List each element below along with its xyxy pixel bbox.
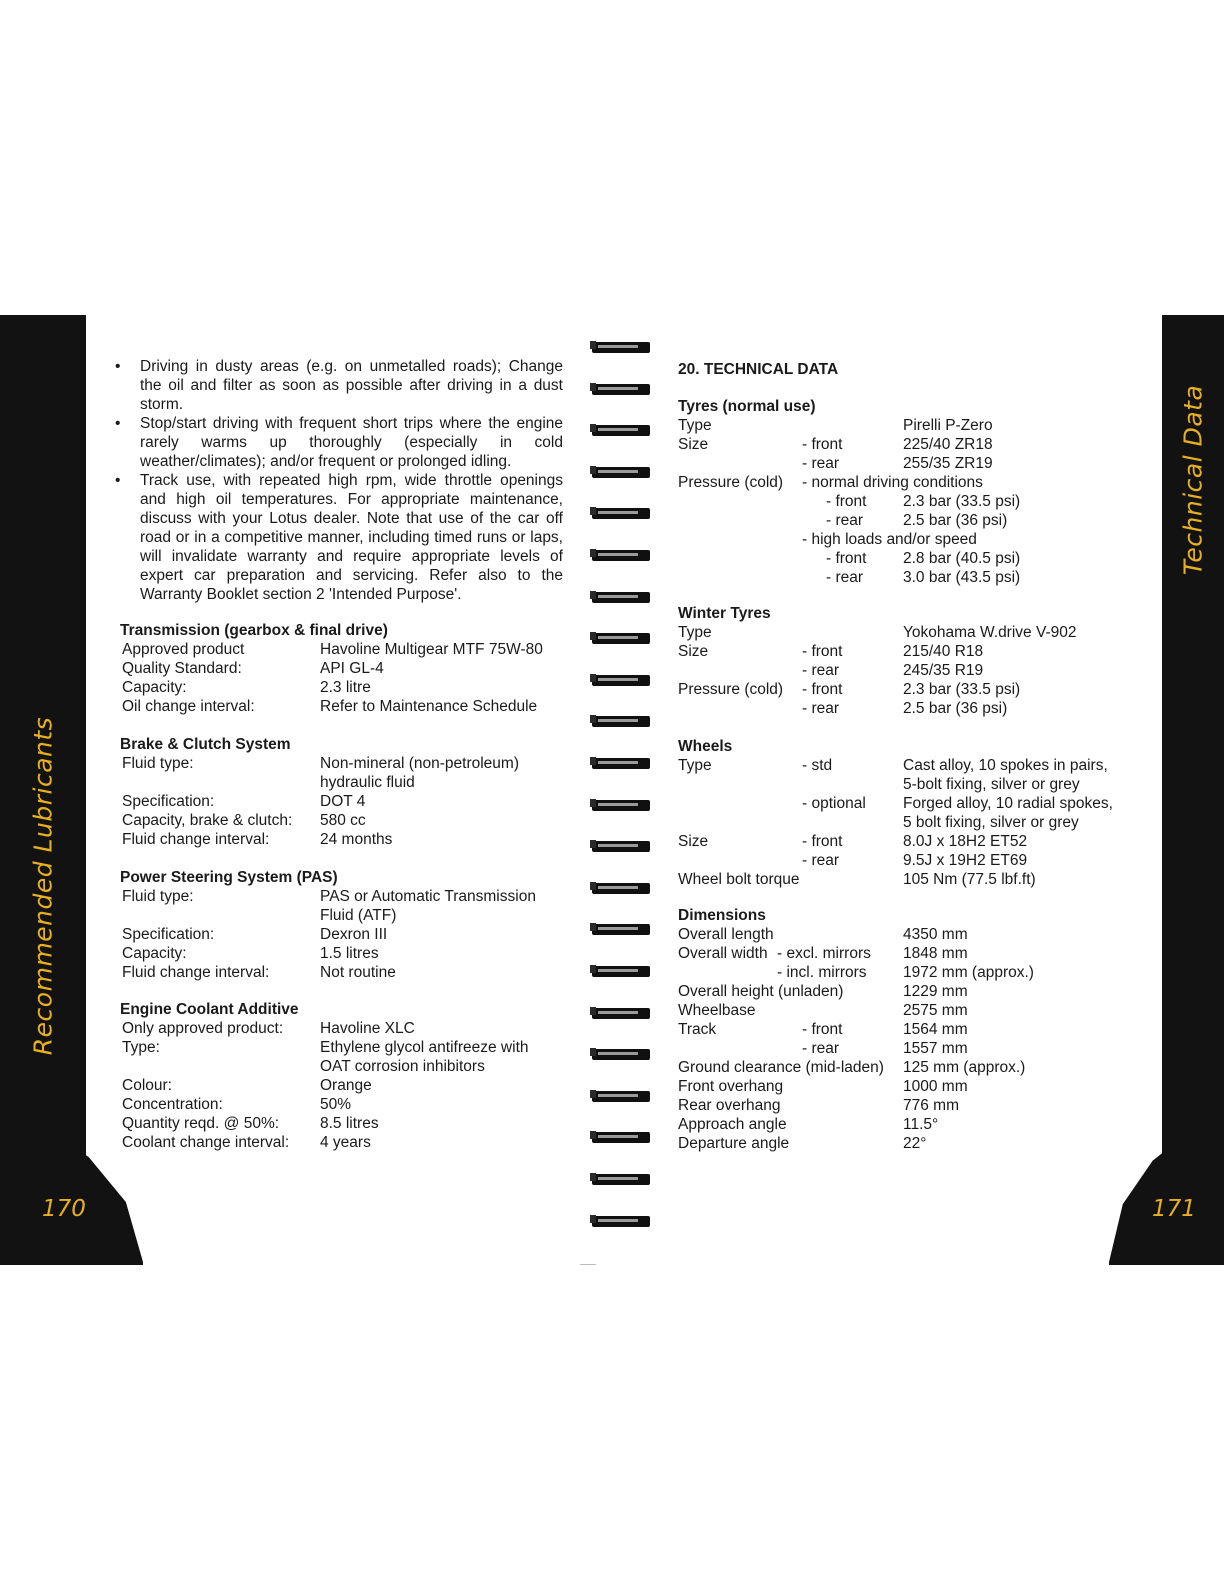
spiral-coil (590, 878, 652, 894)
spec-sublabel: - front (826, 493, 867, 510)
spiral-coil (590, 711, 652, 727)
spiral-coil (590, 795, 652, 811)
spiral-coil (590, 1044, 652, 1060)
spec-label: Type: (122, 1039, 160, 1056)
spec-value: 9.5J x 19H2 ET69 (903, 852, 1028, 869)
section-heading: Engine Coolant Additive (120, 1001, 299, 1018)
spec-value: 5 bolt fixing, silver or grey (903, 814, 1079, 831)
spec-value: Havoline Multigear MTF 75W-80 (320, 641, 543, 658)
spec-value: Orange (320, 1077, 372, 1094)
spec-value: 8.0J x 18H2 ET52 (903, 833, 1028, 850)
spiral-coil (590, 1003, 652, 1019)
spec-label: Approach angle (678, 1116, 787, 1133)
spec-value: 4 years (320, 1134, 371, 1151)
spiral-coil (590, 420, 652, 436)
spec-sublabel: - front (826, 550, 867, 567)
spec-value: 1972 mm (approx.) (903, 964, 1034, 981)
spiral-coil (590, 1127, 652, 1143)
spiral-coil (590, 1169, 652, 1185)
spec-sublabel: - front (802, 643, 843, 660)
spec-value: 5-bolt fixing, silver or grey (903, 776, 1080, 793)
spec-value: 245/35 R19 (903, 662, 984, 679)
spiral-coil (590, 379, 652, 395)
spec-label: Departure angle (678, 1135, 790, 1152)
spec-label: Overall length (678, 926, 774, 943)
spiral-binding (590, 327, 658, 1247)
spec-label: Overall height (unladen) (678, 983, 844, 1000)
spec-label: Wheelbase (678, 1002, 756, 1019)
spec-value: 50% (320, 1096, 352, 1113)
spec-value: PAS or Automatic Transmission (320, 888, 536, 905)
spec-label: Fluid type: (122, 755, 194, 772)
spec-value: 2.5 bar (36 psi) (903, 700, 1008, 717)
spiral-coil (590, 753, 652, 769)
spec-value: 105 Nm (77.5 lbf.ft) (903, 871, 1036, 888)
spec-label: Coolant change interval: (122, 1134, 290, 1151)
section-heading: Dimensions (678, 907, 766, 924)
spec-value: 1848 mm (903, 945, 968, 962)
spiral-coil (590, 961, 652, 977)
spec-value: 2575 mm (903, 1002, 968, 1019)
spiral-coil (590, 587, 652, 603)
spec-value: 11.5° (903, 1116, 939, 1133)
spec-value: 2.8 bar (40.5 psi) (903, 550, 1021, 567)
spec-value: Forged alloy, 10 radial spokes, (903, 795, 1113, 812)
spec-label: Oil change interval: (122, 698, 255, 715)
spec-value: 580 cc (320, 812, 366, 829)
spec-value: 1229 mm (903, 983, 968, 1000)
spec-label: Rear overhang (678, 1097, 781, 1114)
list-item: • Driving in dusty areas (e.g. on unmetalled roads); Change the oil and filter as soon as possible after driving in a dust storm. (115, 357, 563, 414)
spec-sublabel: - front (802, 681, 843, 698)
left-side-title: Recommended Lubricants (28, 716, 58, 1056)
spec-sublabel: - front (802, 833, 843, 850)
spec-label: Quantity reqd. @ 50%: (122, 1115, 280, 1132)
spec-label: Fluid type: (122, 888, 194, 905)
bullet-list (115, 357, 563, 604)
right-page (596, 315, 1224, 1265)
spec-sublabel: - rear (802, 662, 840, 679)
spec-value: 24 months (320, 831, 393, 848)
spec-value: 22° (903, 1135, 927, 1152)
spec-label: Size (678, 436, 709, 453)
spec-label: Fluid change interval: (122, 964, 270, 981)
spec-label: Approved product (122, 641, 245, 658)
spec-sublabel: - rear (826, 569, 864, 586)
spec-value: 1.5 litres (320, 945, 379, 962)
spec-value: 255/35 ZR19 (903, 455, 993, 472)
spec-value: DOT 4 (320, 793, 366, 810)
spec-label: Concentration: (122, 1096, 223, 1113)
spec-sublabel: - normal driving conditions (802, 474, 983, 491)
spec-label: Overall width (678, 945, 768, 962)
spec-label: Specification: (122, 926, 215, 943)
spec-value: 2.3 litre (320, 679, 371, 696)
spec-label: Capacity: (122, 945, 187, 962)
section-heading: Brake & Clutch System (120, 736, 291, 753)
spec-sublabel: - std (802, 757, 833, 774)
spec-value: Cast alloy, 10 spokes in pairs, (903, 757, 1108, 774)
spec-sublabel: - rear (802, 700, 840, 717)
spec-value: 4350 mm (903, 926, 968, 943)
spec-label: Capacity: (122, 679, 187, 696)
spiral-coil (590, 503, 652, 519)
spec-value: 1564 mm (903, 1021, 968, 1038)
spec-label: Track (678, 1021, 717, 1038)
spec-value: OAT corrosion inhibitors (320, 1058, 485, 1075)
spec-sublabel: - front (802, 436, 843, 453)
spec-value: Havoline XLC (320, 1020, 415, 1037)
spec-value: 225/40 ZR18 (903, 436, 993, 453)
spiral-coil (590, 462, 652, 478)
spec-value: Fluid (ATF) (320, 907, 397, 924)
spec-sublabel: - high loads and/or speed (802, 531, 977, 548)
spec-sublabel: - incl. mirrors (777, 964, 867, 981)
spec-sublabel: - front (802, 1021, 843, 1038)
spec-label: Front overhang (678, 1078, 784, 1095)
spiral-coil (590, 1211, 652, 1227)
spec-value: 2.5 bar (36 psi) (903, 512, 1008, 529)
spec-value: 3.0 bar (43.5 psi) (903, 569, 1021, 586)
spiral-coil (590, 670, 652, 686)
spec-value: Dexron III (320, 926, 388, 943)
spiral-coil (590, 628, 652, 644)
spec-label: Pressure (cold) (678, 474, 784, 491)
spec-sublabel: - optional (802, 795, 866, 812)
spec-label: Only approved product: (122, 1020, 284, 1037)
spec-value: Non-mineral (non-petroleum) (320, 755, 519, 772)
list-item: • Track use, with repeated high rpm, wide throttle openings and high oil temperatures. For appropriate maintenance, discuss with your Lotus dealer. Note that use of the car off road or in a competitive manner, including timed runs or laps, will invalidate warranty and require appropriate levels of expert car preparation and servicing. Refer also to the Warranty Booklet section 2 'Intended Purpose'. (115, 471, 563, 604)
manual-spread (0, 315, 1224, 1265)
spec-value: API GL-4 (320, 660, 384, 677)
spec-label: Type (678, 757, 712, 774)
page-title: 20. TECHNICAL DATA (678, 361, 839, 378)
spec-value: 215/40 R18 (903, 643, 984, 660)
spec-value: Pirelli P-Zero (903, 417, 993, 434)
section-heading: Tyres (normal use) (678, 398, 816, 415)
spec-label: Specification: (122, 793, 215, 810)
right-page-number: 171 (1152, 1196, 1196, 1222)
spec-value: 1557 mm (903, 1040, 968, 1057)
spec-value: Ethylene glycol antifreeze with (320, 1039, 529, 1056)
section-heading: Transmission (gearbox & final drive) (120, 622, 388, 639)
spec-label: Fluid change interval: (122, 831, 270, 848)
spec-sublabel: - rear (802, 1040, 840, 1057)
section-heading: Wheels (678, 738, 733, 755)
spec-label: Type (678, 417, 712, 434)
list-item: • Stop/start driving with frequent short trips where the engine rarely warms up thoroughly (especially in cold weather/climates); and/or frequent or prolonged idling. (115, 414, 563, 471)
spiral-coil (590, 836, 652, 852)
spec-label: Size (678, 833, 709, 850)
spiral-coil (590, 545, 652, 561)
spec-sublabel: - rear (826, 512, 864, 529)
spiral-coil (590, 919, 652, 935)
spec-label: Colour: (122, 1077, 172, 1094)
spec-sublabel: - rear (802, 852, 840, 869)
right-side-title: Technical Data (1178, 384, 1208, 576)
spec-sublabel: - excl. mirrors (777, 945, 871, 962)
spec-label: Wheel bolt torque (678, 871, 800, 888)
spec-sublabel: - rear (802, 455, 840, 472)
spec-value: 1000 mm (903, 1078, 968, 1095)
spec-value: Yokohama W.drive V-902 (903, 624, 1077, 641)
spec-label: Pressure (cold) (678, 681, 784, 698)
spec-value: 2.3 bar (33.5 psi) (903, 493, 1021, 510)
spec-value: 776 mm (903, 1097, 959, 1114)
spec-label: Type (678, 624, 712, 641)
spec-value: 125 mm (approx.) (903, 1059, 1026, 1076)
spec-label: Capacity, brake & clutch: (122, 812, 293, 829)
spec-value: 8.5 litres (320, 1115, 379, 1132)
spec-value: Not routine (320, 964, 396, 981)
section-heading: Power Steering System (PAS) (120, 869, 338, 886)
spec-value: 2.3 bar (33.5 psi) (903, 681, 1021, 698)
left-page (0, 315, 588, 1265)
spec-label: Quality Standard: (122, 660, 242, 677)
spec-label: Size (678, 643, 709, 660)
spiral-coil (590, 337, 652, 353)
spiral-coil (590, 1086, 652, 1102)
section-heading: Winter Tyres (678, 605, 771, 622)
spec-value: Refer to Maintenance Schedule (320, 698, 538, 715)
spec-label: Ground clearance (mid-laden) (678, 1059, 884, 1076)
left-page-number: 170 (42, 1196, 86, 1222)
spec-value: hydraulic fluid (320, 774, 415, 791)
